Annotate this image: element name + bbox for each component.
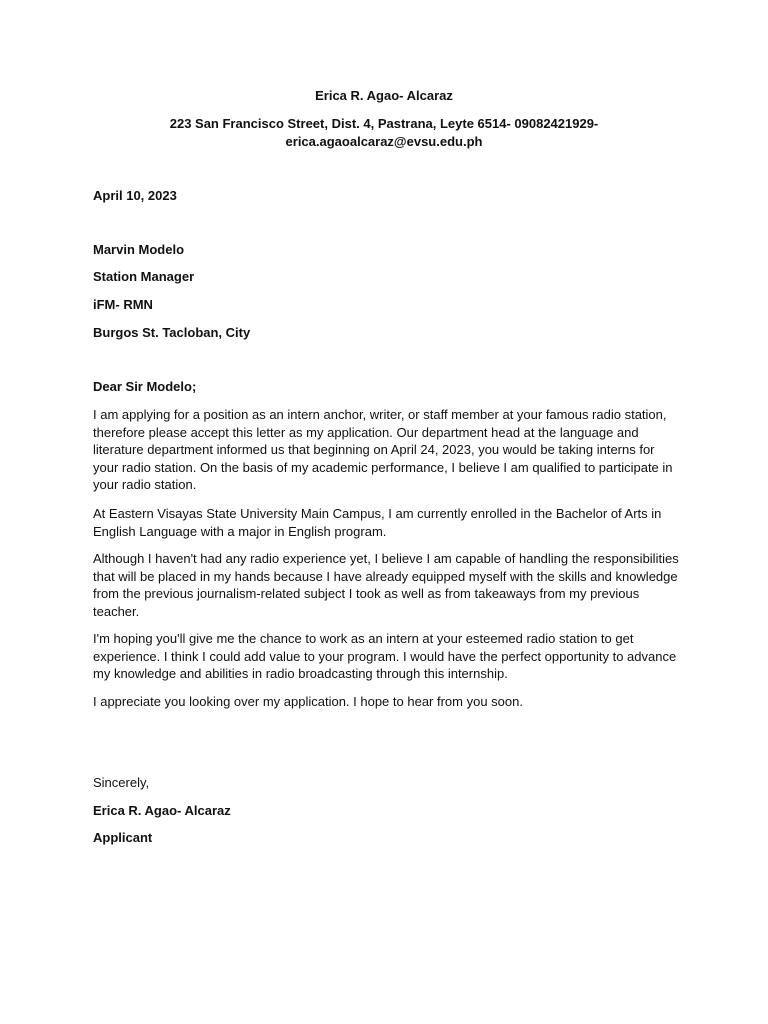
- signature-name: Erica R. Agao- Alcaraz: [93, 803, 231, 818]
- recipient-organization: iFM- RMN: [93, 297, 153, 312]
- recipient-name: Marvin Modelo: [93, 242, 185, 257]
- recipient-address: Burgos St. Tacloban, City: [93, 325, 251, 340]
- letter-date: April 10, 2023: [93, 188, 177, 203]
- body-paragraph: I am applying for a position as an intern anchor, writer, or staff member at your famous radio station, therefore please accept this letter as my application. Our department head at the language and literature department informed us that beginning on April 24, 2023, you would be taking interns for your radio station. On the basis of my academic performance, I believe I am qualified to participate in your radio station.: [93, 407, 673, 493]
- sender-address-line: 223 San Francisco Street, Dist. 4, Pastrana, Leyte 6514- 09082421929-: [169, 116, 599, 131]
- sender-contact: [0, 115, 768, 151]
- body-paragraph: I appreciate you looking over my application. I hope to hear from you soon.: [93, 694, 523, 709]
- body-paragraph: Although I haven't had any radio experience yet, I believe I am capable of handling the responsibilities that will be placed in my hands because I have already equipped myself with the skills and knowledge from the previous journalism-related subject I took as well as from takeaways from my previous teacher.: [93, 551, 679, 619]
- sender-name: Erica R. Agao- Alcaraz: [315, 88, 453, 103]
- body-paragraph: I'm hoping you'll give me the chance to work as an intern at your esteemed radio station to get experience. I think I could add value to your program. I would have the perfect opportunity to advance my knowledge and abilities in radio broadcasting through this internship.: [93, 631, 677, 682]
- sender-email: erica.agaoalcaraz@evsu.edu.ph: [285, 134, 483, 149]
- recipient-title: Station Manager: [93, 269, 195, 284]
- signature-role: Applicant: [93, 830, 153, 845]
- body-paragraph: At Eastern Visayas State University Main Campus, I am currently enrolled in the Bachelor of Arts in English Language with a major in English program.: [93, 506, 662, 539]
- closing: Sincerely,: [93, 775, 150, 790]
- salutation: Dear Sir Modelo;: [93, 379, 197, 394]
